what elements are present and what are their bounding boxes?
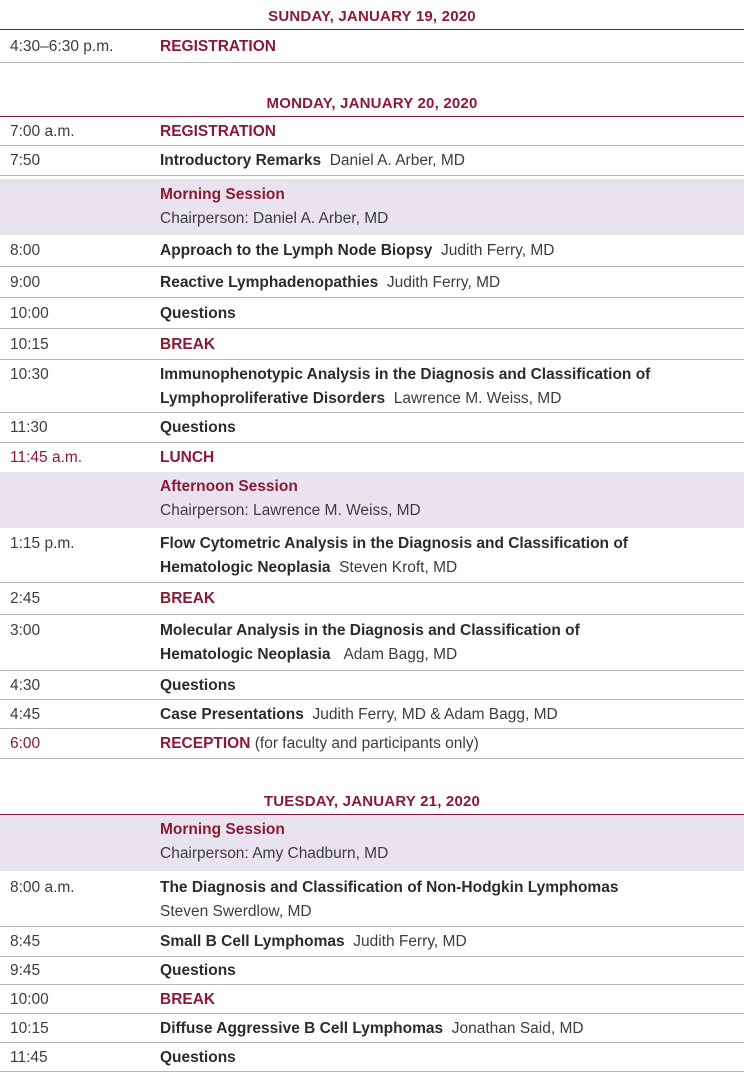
day-header: SUNDAY, JANUARY 19, 2020	[0, 2, 744, 30]
row-speaker: Judith Ferry, MD & Adam Bagg, MD	[312, 706, 558, 723]
row-title-line2: Lymphoproliferative Disorders	[160, 390, 386, 407]
schedule-row	[0, 146, 744, 176]
session-chair: Chairperson: Amy Chadburn, MD	[160, 845, 389, 862]
schedule-row	[0, 267, 744, 298]
schedule-row	[0, 528, 744, 583]
schedule-row	[0, 329, 744, 360]
schedule-row	[0, 927, 744, 957]
row-time: 4:30	[10, 677, 41, 694]
row-time: 7:00 a.m.	[10, 123, 75, 140]
session-block	[0, 815, 744, 871]
schedule-row	[0, 235, 744, 267]
row-time: 8:00 a.m.	[10, 879, 75, 896]
row-speaker: Judith Ferry, MD	[441, 242, 555, 259]
session-title: Morning Session	[160, 186, 285, 203]
schedule-row	[0, 298, 744, 329]
row-note: (for faculty and participants only)	[254, 735, 479, 752]
session-chair: Chairperson: Lawrence M. Weiss, MD	[160, 502, 421, 519]
schedule-row	[0, 583, 744, 615]
schedule-row	[0, 871, 744, 927]
row-time: 9:45	[10, 962, 41, 979]
day-sunday	[0, 2, 744, 63]
row-time: 10:15	[10, 1020, 49, 1037]
row-title: Case Presentations	[160, 706, 304, 723]
session-block	[0, 472, 744, 528]
row-title: REGISTRATION	[160, 123, 276, 140]
row-title-line1: Molecular Analysis in the Diagnosis and Classification of	[160, 622, 580, 639]
row-title: Questions	[160, 305, 236, 322]
schedule-row	[0, 413, 744, 443]
row-time: 1:15 p.m.	[10, 535, 75, 552]
day-monday	[0, 89, 744, 759]
schedule-row	[0, 117, 744, 146]
row-speaker: Judith Ferry, MD	[386, 274, 501, 291]
session-title: Morning Session	[160, 821, 285, 838]
session-title: Afternoon Session	[160, 478, 298, 495]
row-title: Questions	[160, 962, 236, 979]
row-time: 9:00	[10, 274, 41, 291]
schedule-row	[0, 729, 744, 759]
row-time: 7:50	[10, 152, 41, 169]
row-time: 4:45	[10, 706, 41, 723]
day-tuesday	[0, 787, 744, 1072]
row-time: 3:00	[10, 622, 41, 639]
row-time: 11:45 a.m.	[10, 449, 83, 466]
schedule-row	[0, 615, 744, 671]
row-title-line2: Hematologic Neoplasia	[160, 559, 331, 576]
schedule-row	[0, 700, 744, 729]
schedule-row	[0, 1014, 744, 1043]
row-time: 6:00	[10, 735, 41, 752]
schedule-row	[0, 671, 744, 700]
row-speaker: Judith Ferry, MD	[353, 933, 467, 950]
row-title: Reactive Lymphadenopathies	[160, 274, 379, 291]
row-speaker: Steven Kroft, MD	[339, 559, 458, 576]
row-time: 4:30–6:30 p.m.	[10, 38, 114, 55]
day-header: MONDAY, JANUARY 20, 2020	[0, 89, 744, 117]
schedule-row	[0, 443, 744, 472]
row-title: Small B Cell Lymphomas	[160, 933, 345, 950]
row-title: RECEPTION	[160, 735, 251, 752]
row-time: 8:45	[10, 933, 41, 950]
row-time: 11:45	[10, 1049, 48, 1066]
schedule-row	[0, 1043, 744, 1072]
row-title-line1: Flow Cytometric Analysis in the Diagnosis and Classification of	[160, 535, 628, 552]
row-title: Diffuse Aggressive B Cell Lymphomas	[160, 1020, 444, 1037]
row-time: 10:00	[10, 991, 49, 1008]
row-time: 10:30	[10, 366, 49, 383]
row-speaker: Steven Swerdlow, MD	[160, 903, 312, 920]
row-time: 10:15	[10, 336, 49, 353]
row-time: 10:00	[10, 305, 49, 322]
schedule-row	[0, 30, 744, 63]
row-title: LUNCH	[160, 449, 215, 466]
row-title: BREAK	[160, 991, 216, 1008]
row-time: 2:45	[10, 590, 41, 607]
session-block	[0, 179, 744, 235]
row-title-line2: Hematologic Neoplasia	[160, 646, 331, 663]
row-title: The Diagnosis and Classification of Non-Hodgkin Lymphomas	[160, 879, 619, 896]
row-speaker: Lawrence M. Weiss, MD	[393, 390, 562, 407]
row-time: 11:30	[10, 419, 48, 436]
day-header: TUESDAY, JANUARY 21, 2020	[0, 787, 744, 815]
row-time: 8:00	[10, 242, 41, 259]
row-title: REGISTRATION	[160, 38, 276, 55]
row-speaker: Daniel A. Arber, MD	[329, 152, 465, 169]
row-title: Approach to the Lymph Node Biopsy	[160, 242, 433, 259]
row-title-line1: Immunophenotypic Analysis in the Diagnosis and Classification of	[160, 366, 651, 383]
schedule-row	[0, 360, 744, 413]
row-title: Introductory Remarks	[160, 152, 322, 169]
row-title: BREAK	[160, 336, 216, 353]
row-title: Questions	[160, 419, 236, 436]
row-speaker: Jonathan Said, MD	[451, 1020, 584, 1037]
session-chair: Chairperson: Daniel A. Arber, MD	[160, 210, 389, 227]
row-title: Questions	[160, 677, 236, 694]
schedule-row	[0, 957, 744, 985]
row-title: Questions	[160, 1049, 236, 1066]
row-speaker: Adam Bagg, MD	[343, 646, 458, 663]
row-title: BREAK	[160, 590, 216, 607]
schedule-row	[0, 985, 744, 1014]
